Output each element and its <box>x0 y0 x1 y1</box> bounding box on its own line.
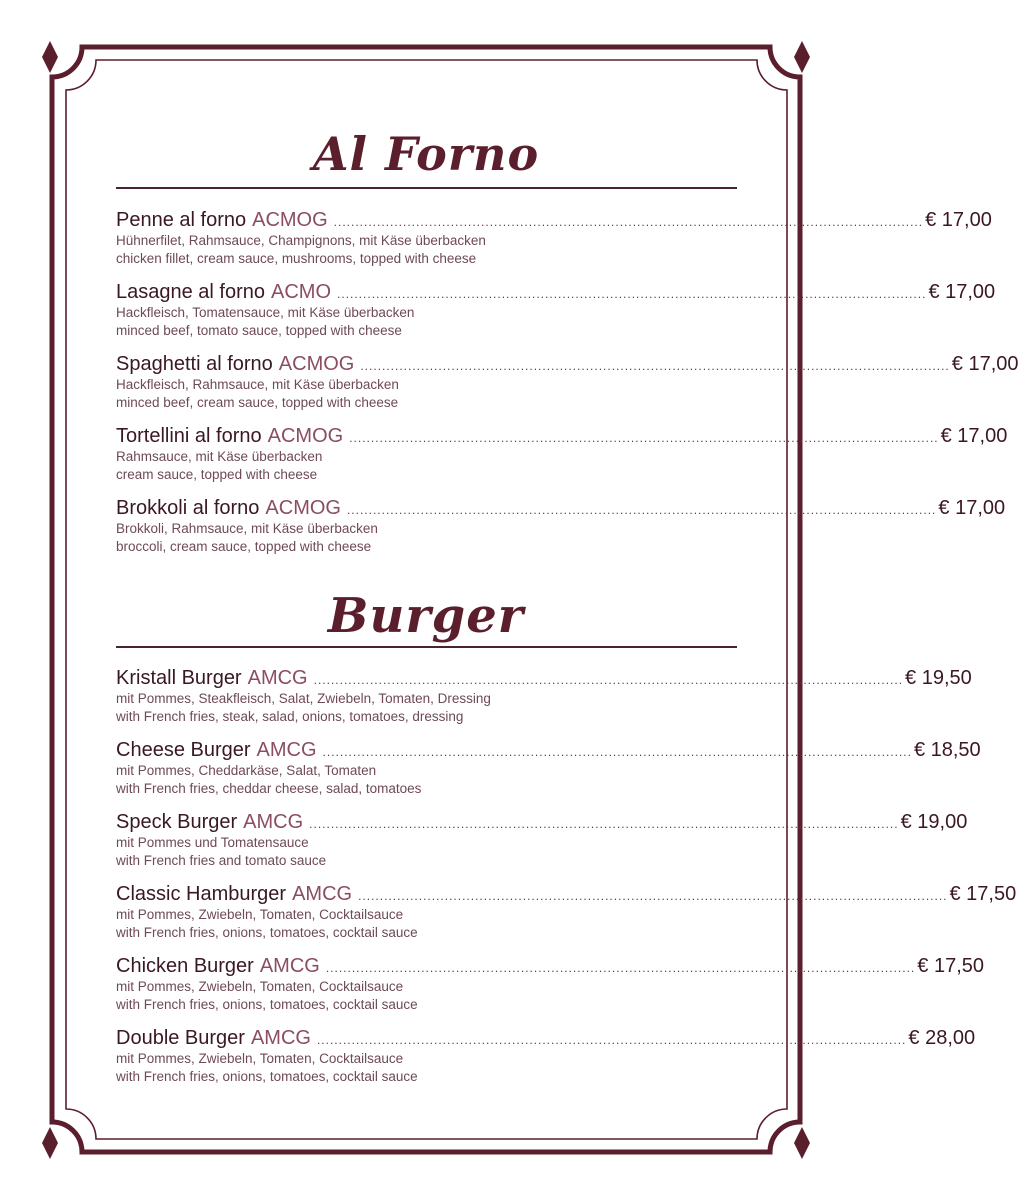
item-price: € 18,50 <box>913 739 981 761</box>
corner-diamond-top-left <box>42 41 58 73</box>
allergen-codes: ACMOG <box>278 353 355 375</box>
item-name: Cheese Burger <box>116 739 251 761</box>
allergen-codes: AMCG <box>247 667 308 689</box>
item-name: Double Burger <box>116 1027 245 1049</box>
item-price: € 19,50 <box>905 667 972 689</box>
dot-leader: ........................................................................................................................................ <box>358 889 948 903</box>
item-description-en: minced beef, tomato sauce, topped with cheese <box>116 322 402 338</box>
allergen-codes: AMCG <box>259 955 320 977</box>
item-name: Kristall Burger <box>116 667 242 689</box>
item-description-en: minced beef, cream sauce, topped with cheese <box>116 394 399 410</box>
dot-leader: ........................................................................................................................................ <box>349 431 939 445</box>
menu-item <box>116 496 1006 555</box>
item-price: € 28,00 <box>908 1027 976 1049</box>
item-description-en: with French fries, onions, tomatoes, cocktail sauce <box>116 924 418 940</box>
item-description-en: chicken fillet, cream sauce, mushrooms, topped with cheese <box>116 250 477 266</box>
dot-leader: ........................................................................................................................................ <box>322 745 912 759</box>
item-name: Spaghetti al forno <box>116 353 273 375</box>
item-description-de: Hackfleisch, Tomatensauce, mit Käse überbacken <box>116 305 415 320</box>
menu-item <box>116 352 1019 411</box>
item-description-en: with French fries, onions, tomatoes, cocktail sauce <box>116 1068 418 1084</box>
item-description-de: mit Pommes, Steakfleisch, Salat, Zwiebeln, Tomaten, Dressing <box>116 691 491 706</box>
corner-diamond-bottom-left <box>42 1127 58 1159</box>
allergen-codes: ACMOG <box>267 425 344 447</box>
item-price: € 17,00 <box>940 425 1008 447</box>
dot-leader: ........................................................................................................................................ <box>325 961 916 975</box>
allergen-codes: ACMO <box>271 281 332 303</box>
item-name: Speck Burger <box>116 811 238 833</box>
dot-leader: ........................................................................................................................................ <box>360 359 950 373</box>
allergen-codes: ACMOG <box>265 497 341 519</box>
item-description-en: with French fries and tomato sauce <box>116 852 327 868</box>
item-description-de: Hackfleisch, Rahmsauce, mit Käse überbacken <box>116 377 399 392</box>
item-description-en: with French fries, cheddar cheese, salad, tomatoes <box>116 780 422 796</box>
item-name: Chicken Burger <box>116 955 254 977</box>
corner-diamond-top-right <box>794 41 810 73</box>
section-title-burger: Burger <box>327 588 525 644</box>
section-divider-burger <box>116 646 737 648</box>
item-price: € 19,00 <box>900 811 968 833</box>
item-description-de: mit Pommes, Zwiebeln, Tomaten, Cocktailsauce <box>116 907 404 922</box>
dot-leader: ........................................................................................................................................ <box>333 215 924 229</box>
item-description-en: with French fries, onions, tomatoes, cocktail sauce <box>116 996 418 1012</box>
item-price: € 17,00 <box>938 497 1006 519</box>
menu-item <box>116 738 981 797</box>
item-price: € 17,00 <box>925 209 992 231</box>
item-price: € 17,50 <box>949 883 1017 905</box>
allergen-codes: AMCG <box>292 883 353 905</box>
section-title-al-forno: Al Forno <box>312 127 540 181</box>
menu-item <box>116 424 1008 483</box>
allergen-codes: AMCG <box>250 1027 311 1049</box>
menu-item <box>116 882 1017 941</box>
menu-item <box>116 1026 976 1085</box>
dot-leader: ........................................................................................................................................ <box>309 817 899 831</box>
item-description-de: mit Pommes, Cheddarkäse, Salat, Tomaten <box>116 763 377 778</box>
dot-leader: ........................................................................................................................................ <box>313 673 904 687</box>
dot-leader: ........................................................................................................................................ <box>346 503 937 517</box>
item-description-de: Brokkoli, Rahmsauce, mit Käse überbacken <box>116 521 378 536</box>
item-name: Brokkoli al forno <box>116 497 260 519</box>
item-description-en: broccoli, cream sauce, topped with cheese <box>116 538 372 554</box>
menu-item <box>116 666 972 725</box>
item-name: Classic Hamburger <box>116 883 287 905</box>
section-divider-al-forno <box>116 187 737 189</box>
item-price: € 17,00 <box>951 353 1019 375</box>
item-description-de: Rahmsauce, mit Käse überbacken <box>116 449 323 464</box>
menu-item <box>116 954 984 1013</box>
item-description-de: Hühnerfilet, Rahmsauce, Champignons, mit Käse überbacken <box>116 233 486 248</box>
allergen-codes: AMCG <box>243 811 304 833</box>
item-name: Penne al forno <box>116 209 247 231</box>
item-description-de: mit Pommes, Zwiebeln, Tomaten, Cocktailsauce <box>116 979 404 994</box>
dot-leader: ........................................................................................................................................ <box>316 1033 907 1047</box>
allergen-codes: ACMOG <box>252 209 328 231</box>
item-description-de: mit Pommes, Zwiebeln, Tomaten, Cocktailsauce <box>116 1051 404 1066</box>
item-name: Lasagne al forno <box>116 281 266 303</box>
dot-leader: ........................................................................................................................................ <box>337 287 927 301</box>
corner-diamond-bottom-right <box>794 1127 810 1159</box>
allergen-codes: AMCG <box>256 739 317 761</box>
item-description-de: mit Pommes und Tomatensauce <box>116 835 309 850</box>
menu-item <box>116 280 996 339</box>
menu-item <box>116 208 992 267</box>
item-price: € 17,50 <box>917 955 984 977</box>
item-name: Tortellini al forno <box>116 425 262 447</box>
item-description-en: cream sauce, topped with cheese <box>116 466 318 482</box>
menu-item <box>116 810 968 869</box>
item-price: € 17,00 <box>928 281 996 303</box>
item-description-en: with French fries, steak, salad, onions, tomatoes, dressing <box>116 708 464 724</box>
